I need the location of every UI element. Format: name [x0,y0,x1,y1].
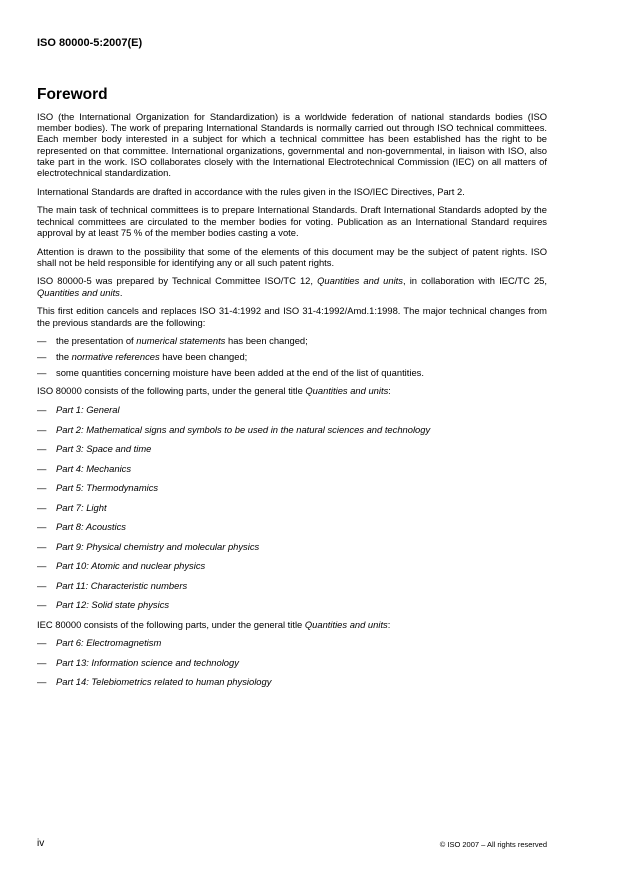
paragraph-directives: International Standards are drafted in accordance with the rules given in the ISO/IEC Directives, Part 2. [37,185,465,197]
part-title: Part 12: Solid state physics [56,599,170,611]
list-item [37,637,547,648]
dash: — [37,560,47,572]
part-title: Part 7: Light [56,501,107,513]
dash: — [37,521,47,533]
part-title: Part 11: Characteristic numbers [56,579,188,591]
title-quantities-and-units: Quantities and units [37,286,120,298]
part-title: Part 3: Space and time [56,443,152,455]
list-item [37,424,547,435]
dash: — [37,599,47,611]
dash: — [37,579,47,591]
part-title: Part 14: Telebiometrics related to human physiology [56,676,272,688]
list-item [37,335,547,346]
list-item [37,367,547,378]
iso-parts-list [37,404,547,610]
paragraph-iso-parts-intro [37,385,547,396]
part-title: Part 5: Thermodynamics [56,482,159,494]
list-item [37,676,547,687]
dash: — [37,366,47,378]
list-item [37,560,547,571]
part-title: Part 6: Electromagnetism [56,637,162,649]
part-title: Part 4: Mechanics [56,462,132,474]
paragraph-technical-committees: The main task of technical committees is to prepare International Standards. Draft International Standards adopted by the technical committees are circulated to the member bodies for voting. Publication as an International Standard requires approval by at least 75 % of the member bodies casting a vote. [37,204,547,238]
paragraph-iec-parts-intro [37,619,547,630]
section-title: Foreword [37,86,108,103]
list-item [37,541,547,552]
text: , in collaboration with IEC/TC 25, [402,275,547,287]
list-item [37,521,547,532]
list-item [37,351,547,362]
text: some quantities concerning moisture have been added at the end of the list of quantities. [56,366,424,378]
list-item [37,599,547,610]
copyright-notice: © ISO 2007 – All rights reserved [439,840,547,849]
part-title: Part 1: General [56,404,120,416]
title-quantities-and-units: Quantities and units [317,275,403,287]
text: ISO 80000-5 was prepared by Technical Committee ISO/TC 12, [37,275,318,287]
dash: — [37,404,47,416]
paragraph-prepared-by [37,275,547,297]
general-title: Quantities and units [305,385,389,397]
text: : [388,385,391,397]
text: the [56,350,72,362]
dash: — [37,637,47,649]
dash: — [37,540,47,552]
text: ISO 80000 consists of the following parts, under the general title [37,385,306,397]
text: IEC 80000 consists of the following parts, under the general title [37,618,305,630]
page-number: iv [37,838,45,849]
part-title: Part 8: Acoustics [56,521,126,533]
changes-list [37,335,547,378]
part-title: Part 13: Information science and technology [56,656,239,668]
text: has been changed; [225,335,308,347]
dash: — [37,676,47,688]
list-item [37,443,547,454]
dash: — [37,335,47,347]
paragraph-edition-note: This first edition cancels and replaces ISO 31-4:1992 and ISO 31-4:1992/Amd.1:1998. The major technical changes from the previous standards are the following: [37,305,547,328]
dash: — [37,462,47,474]
dash: — [37,443,47,455]
dash: — [37,423,47,435]
paragraph-iso-intro: ISO (the International Organization for Standardization) is a worldwide federation of national standards bodies (ISO member bodies). The work of preparing International Standards is normally carried out through ISO technical committees. Each member body interested in a subject for which a technical committee has been established has the right to be represented on that committee. International organizations, governmental and non-governmental, in liaison with ISO, also take part in the work. ISO collaborates closely with the International Electrotechnical Commission (IEC) on all matters of electrotechnical standardization. [37,111,547,179]
list-item [37,482,547,493]
list-item [37,463,547,474]
iec-parts-list [37,637,547,687]
part-title: Part 2: Mathematical signs and symbols to be used in the natural sciences and technology [56,423,431,435]
dash: — [37,656,47,668]
list-item [37,580,547,591]
list-item [37,404,547,415]
text: . [119,286,123,298]
list-item [37,657,547,668]
text-emphasis: normative references [71,350,160,362]
document-id-header: ISO 80000-5:2007(E) [37,37,143,49]
paragraph-patent-rights: Attention is drawn to the possibility that some of the elements of this document may be the subject of patent rights. ISO shall not be held responsible for identifying any or all such patent rights. [37,245,547,268]
dash: — [37,482,47,494]
dash: — [37,350,47,362]
text-emphasis: numerical statements [136,335,226,347]
part-title: Part 10: Atomic and nuclear physics [56,560,206,572]
list-item [37,502,547,513]
text: : [387,618,391,630]
dash: — [37,501,47,513]
general-title: Quantities and units [304,618,388,630]
part-title: Part 9: Physical chemistry and molecular physics [56,540,260,552]
text: the presentation of [56,335,137,347]
foreword-body [37,111,547,696]
text: have been changed; [159,350,248,362]
